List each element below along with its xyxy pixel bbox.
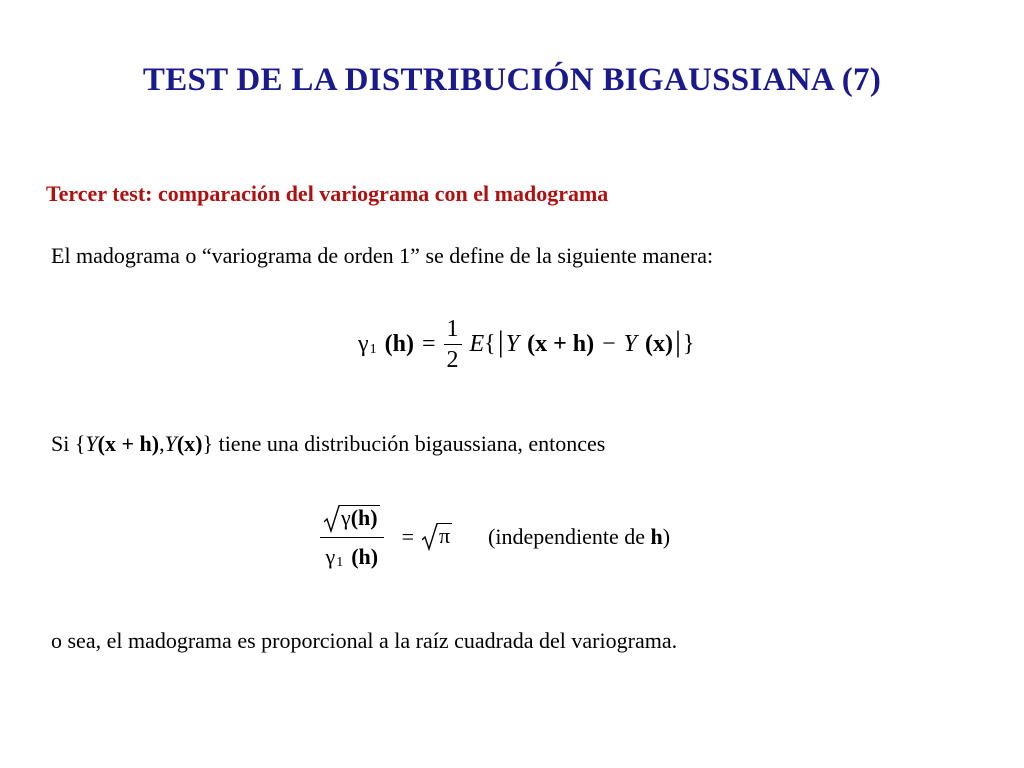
inline-x-arg: (x) xyxy=(176,431,203,456)
sqrt-icon xyxy=(324,505,340,533)
x-plus-h: (x + h) xyxy=(527,330,595,357)
note-suffix: ) xyxy=(662,524,671,549)
inline-y2: Y xyxy=(164,431,177,456)
independence-note xyxy=(488,524,670,550)
sqrt-variogram xyxy=(324,505,380,533)
equals-sign-2: = xyxy=(401,524,415,549)
abs-bar-left: | xyxy=(497,325,504,358)
note-h: h xyxy=(650,524,663,549)
inline-comma: , xyxy=(159,431,165,456)
note-prefix: (independiente de xyxy=(488,524,651,549)
ratio-fraction xyxy=(318,505,386,570)
numerator-h: (h) xyxy=(350,504,378,530)
pi-symbol: π xyxy=(439,523,451,548)
expectation-symbol: E xyxy=(469,330,485,357)
open-brace: { xyxy=(484,330,496,357)
condition-text xyxy=(51,431,605,457)
ratio-denominator xyxy=(320,537,385,570)
one-half-fraction xyxy=(444,314,462,375)
abs-bar-right: | xyxy=(674,325,681,358)
condition-suffix: } tiene una distribución bigaussiana, entonces xyxy=(202,431,606,456)
denominator-subscript: 1 xyxy=(336,554,344,570)
fraction-denominator: 2 xyxy=(444,344,462,375)
gamma-symbol: γ xyxy=(358,330,369,357)
ratio-numerator xyxy=(318,505,386,537)
denominator-h: (h) xyxy=(351,543,379,569)
inline-y1: Y xyxy=(85,431,98,456)
condition-prefix: Si { xyxy=(51,431,86,456)
close-brace: } xyxy=(683,330,695,357)
slide-title: TEST DE LA DISTRIBUCIÓN BIGAUSSIANA (7) xyxy=(142,62,882,98)
madogram-formula xyxy=(358,308,695,380)
slide-subtitle: Tercer test: comparación del variograma con el madograma xyxy=(46,181,609,206)
inline-x-plus-h: (x + h) xyxy=(97,431,160,456)
ratio-formula xyxy=(318,494,452,580)
gamma-subscript: 1 xyxy=(369,342,377,357)
minus-sign: − xyxy=(602,330,616,357)
y-function-2: Y xyxy=(623,330,637,357)
sqrt-pi xyxy=(422,523,452,551)
numerator-gamma: γ xyxy=(341,504,351,530)
sqrt-icon xyxy=(422,523,438,551)
fraction-numerator: 1 xyxy=(446,315,459,342)
x-argument: (x) xyxy=(645,330,673,357)
definition-text: El madograma o “variograma de orden 1” se define de la siguiente manera: xyxy=(51,243,714,268)
y-function: Y xyxy=(505,330,520,357)
conclusion-text: o sea, el madograma es proporcional a la raíz cuadrada del variograma. xyxy=(51,628,678,653)
h-argument: (h) xyxy=(384,330,414,357)
denominator-gamma: γ xyxy=(325,543,336,569)
equals-sign: = xyxy=(421,330,436,357)
